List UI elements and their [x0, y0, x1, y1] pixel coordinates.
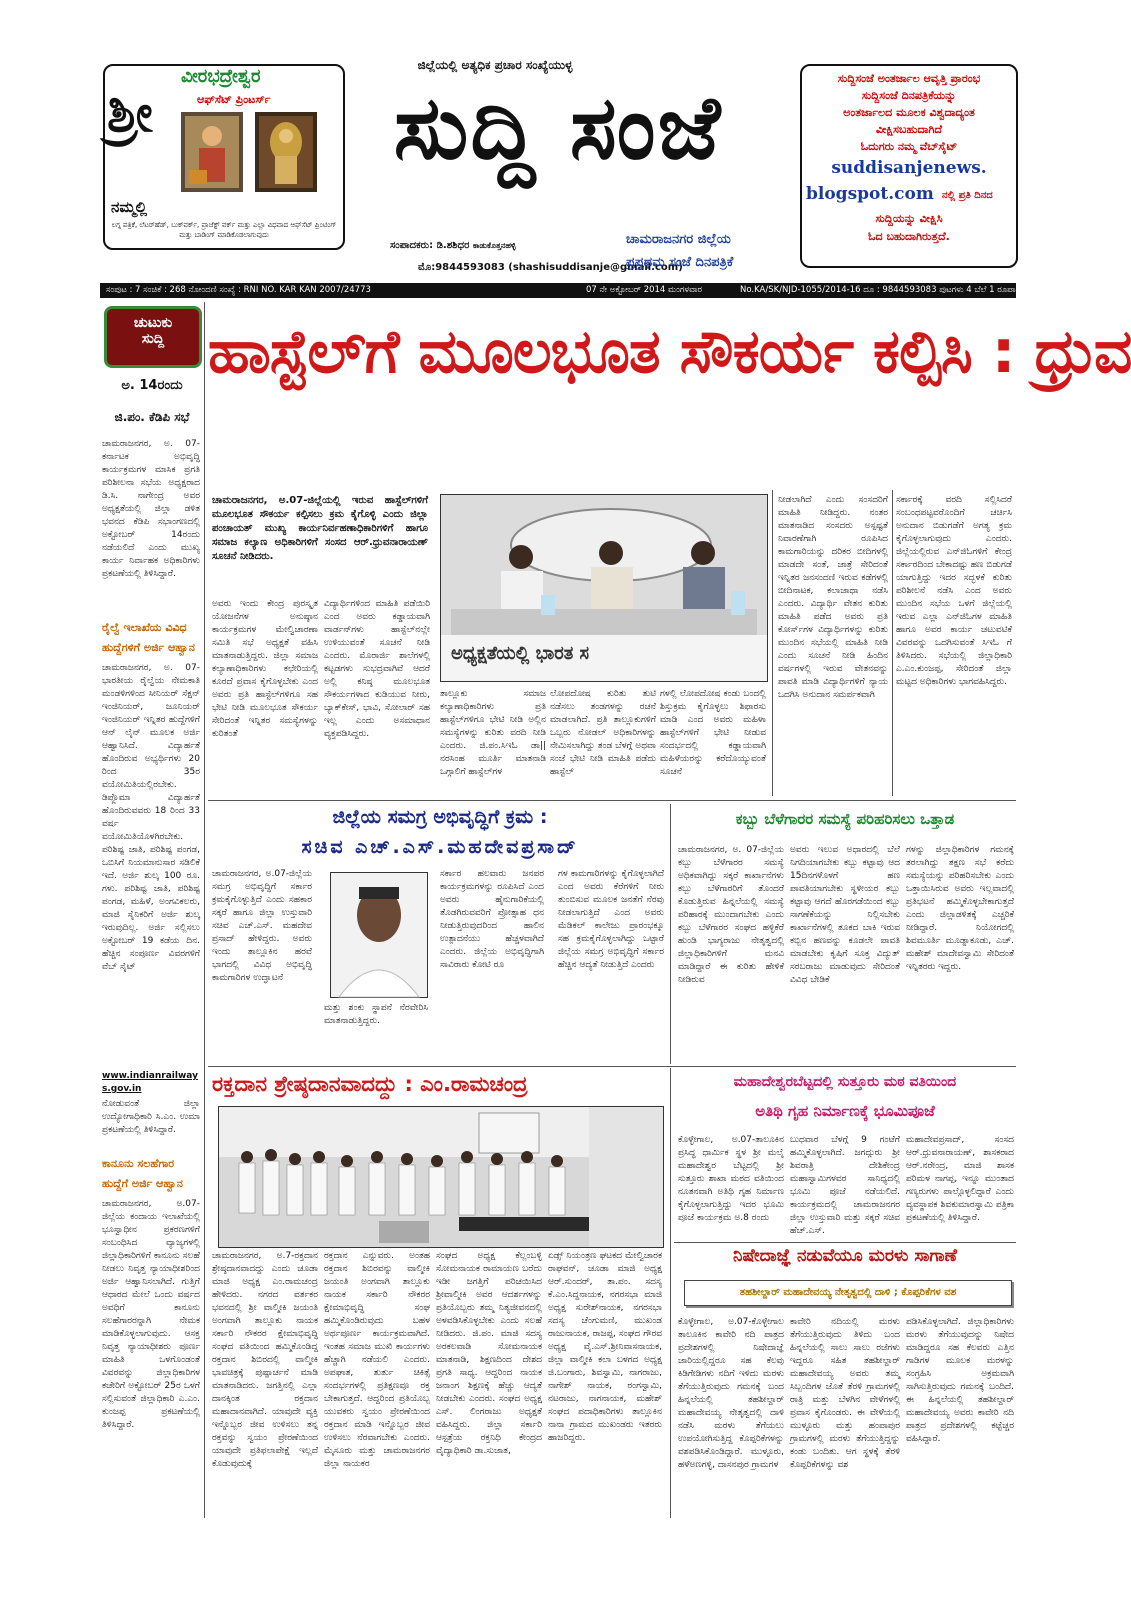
region-title: ಚಾಮರಾಜನಗರ ಜಿಲ್ಲೆಯ — [626, 232, 731, 247]
photo-banner-text: ಅಧ್ಯಕ್ಷತೆಯಲ್ಲಿ ಭಾರತ ಸ — [451, 643, 590, 664]
story4-col-1: ಚಾಮರಾಜನಗರ, ಅ.7-ರಕ್ತದಾನ ಶ್ರೇಷ್ಠದಾನವಾದದ್ದು ಎಂದು ಚೂಡಾ ಮಾಜಿ ಅಧ್ಯಕ್ಷ ಎಂ.ರಾಮಚಂದ್ರ ಹೇಳಿದರು. ನಗರದ ವರ್ತಕರ ಭವನದಲ್ಲಿ ಶ್ರೀ ವಾಲ್ಮೀಕಿ ಜಯಂತಿ ಅಂಗವಾಗಿ ತಾಲ್ಲೂಕು ನಾಯಕ ಸರ್ಕಾರಿ ನೌಕರರ ಕ್ಷೇಮಾಭಿವೃದ್ಧಿ ಸಂಘದ ವತಿಯಿಂದ ಹಮ್ಮಿಕೊಂಡಿದ್ದ ರಕ್ತದಾನ ಶಿಬಿರದಲ್ಲಿ ವಾಲ್ಮೀಕಿ ಭಾವಚಿತ್ರಕ್ಕೆ ಪುಷ್ಪಾರ್ಚನೆ ಮಾಡಿ ಮಾತನಾಡಿದರು. ಜಗತ್ತಿನಲ್ಲಿ ಎಲ್ಲಾ ದಾನಕ್ಕಿಂತ ರಕ್ತದಾನ ಮಹಾದಾನವಾಗಿದೆ. ಯಾವುದೇ ವ್ಯಕ್ತಿ ಇನ್ನೊಬ್ಬರ ಜೀವ ಉಳಿಸಲು ತನ್ನ ರಕ್ತವನ್ನು ಸ್ವಯಂ ಪ್ರೇರಣೆಯಿಂದ ಯಾವುದೇ ಪ್ರತಿಫಲಾಪೇಕ್ಷೆ ಇಲ್ಲದೆ ಕೊಡುವುದುಕ್ಕೆ — [212, 1251, 318, 1469]
section-divider-2 — [208, 1066, 1016, 1067]
left-ad-name: ವೀರಭದ್ರೇಶ್ವರ — [181, 66, 261, 87]
sidebar-headline-1a: ಅ. 14ರಂದು — [121, 378, 183, 393]
story6-headline: ನಿಷೇದಾಜ್ಞೆ ನಡುವೆಯೂ ಮರಳು ಸಾಗಾಣೆ — [733, 1246, 957, 1266]
meeting-photo — [440, 494, 768, 682]
lead-intro: ಚಾಮರಾಜನಗರ, ಅ.07-ಜಿಲ್ಲೆಯಲ್ಲಿ ಇರುವ ಹಾಸ್ಟೆಲ್‌ಗಳಿಗೆ ಮೂಲಭೂತ ಸೌಕರ್ಯ ಕಲ್ಪಿಸಲು ಕ್ರಮ ಕೈಗೊಳ್ಳಿ ಎಂದು ಜಿಲ್ಲಾ ಪಂಚಾಯತ್ ಮುಖ್ಯ ಕಾರ್ಯನಿರ್ವಹಣಾಧಿಕಾರಿಗಳಿಗೆ ಹಾಗೂ ಸಮಾಜ ಕಲ್ಯಾಣ ಅಧಿಕಾರಿಗಳಿಗೆ ಸಂಸದ ಆರ್.ಧ್ರುವನಾರಾಯಣ್ ಸೂಚನೆ ನೀಡಿದರು. — [212, 495, 428, 562]
section-divider-vertical-1 — [670, 804, 671, 1064]
lead-col-3: ತಾಲ್ಲೂಕು ಸಮಾಜ ಕಲ್ಯಾಣಾಧಿಕಾರಿಗಳು ಪ್ರತಿ ಹಾಸ್ಟೆಲ್‌ಗಳಿಗೂ ಭೇಟಿ ನೀಡಿ ಅಲ್ಲಿನ ಸಮಸ್ಯೆಗಳನ್ನು ಕುರಿತು ವರದಿ ನೀಡಿ ಎಂದರು. ಜಿ.ಪಂ.ಸಿಇಓ ಡಾ|| ನರಸಿಂಹ ಮೂರ್ತಿ ಮಾತನಾಡಿ ಒಗ್ಗಾಲಿಗೆ ಹಾಸ್ಟೆಲ್‌ಗಳ — [440, 689, 546, 777]
right-ad-line2: ಸುದ್ದಿಸಂಜೆ ದಿನಪತ್ರಿಕೆಯನ್ನು — [861, 89, 957, 102]
sidebar-headline-3: ಕಾನೂನು ಸಲಹೆಗಾರ ಹುದ್ದೆಗೆ ಅರ್ಜಿ ಆಹ್ವಾನ — [102, 1157, 183, 1190]
story4-col-4: ಏಡ್ಸ್ ನಿಯಂತ್ರಣ ಘಟಕದ ಮೇಲ್ವಿಚಾರಕ ರಾಘವನ್, ಚೂಡಾ ಮಾಜಿ ಅಧ್ಯಕ್ಷ ಆರ್.ಸುಂದರ್, ತಾ.ಪಂ. ಸದಸ್ಯ ಕೆ.ಎಂ.ಸಿದ್ದನಾಯಕ, ನಗರಸಭಾ ಮಾಜಿ ಅಧ್ಯಕ್ಷ ಸುರೇಶ್‌ನಾಯಕ, ನಗರಸಭಾ ಸದಸ್ಯ ಚೆಂಗುಮಣಿ, ಮುಖಂಡ ರಾಜುನಾಯಕ, ರಾಜಪ್ಪ, ಸಂಘದ ಗೌರವ ಅಧ್ಯಕ್ಷ ವೈ.ಎಸ್.ಶ್ರೀನಿವಾಸನಾಯಕ, ಜಿಲ್ಲಾ ವಾಲ್ಮೀಕಿ ಕಲಾ ಬಳಗದ ಅಧ್ಯಕ್ಷ ಜಿ.ಬಂಗಾರು, ಶಿವಸ್ವಾಮಿ, ನಾಗರಾಜು, ನಾಗೇಶ್ ನಾಯಕ, ರಂಗಸ್ವಾಮಿ, ನಟರಾಜು, ನಾಗನಾಯಕ, ಮಹೇಶ್ ಸಂಘದ ಪದಾಧಿಕಾರಿಗಳು ತಾಲ್ಲೂಕಿನ ನಾನಾ ಗ್ರಾಮದ ಮುಖಂಡರು ಇತರರು ಹಾಜರಿದ್ದರು. — [548, 1251, 662, 1443]
story6-subhead: ತಹಶೀಲ್ದಾರ್ ಮಹಾದೇವಯ್ಯ ನೇತೃತ್ವದಲ್ಲಿ ದಾಳಿ ; ಕೊಪ್ಪರಿಕೆಗಳ ವಶ — [684, 1280, 1012, 1306]
story6-col-2: ಕಾವೇರಿ ನದಿಯಲ್ಲಿ ಮರಳು ತೆಗೆಯುತ್ತಿರುವುದು ತಿಳಿದು ಬಂದ ಹಿನ್ನಲೆಯಲ್ಲಿ ಸಾಲು ಸಾಲು ರಜೆಗಳು ಇದ್ದರೂ ಸಹಿತ ತಹಶೀಲ್ದಾರ್ ಮಹಾದೇವಯ್ಯ ಅವರು ತಮ್ಮ ಸಿಬ್ಬಂದಿಗಳ ಜೊತೆ ತೆರಳಿ ಗ್ರಾಮಗಳಲ್ಲಿ ರಾತ್ರಿ ಮತ್ತು ಬೆಳಗಿನ ವೇಳೆಗಳಲ್ಲಿ ಪ್ರವಾಸ ಕೈಗೊಂಡರು. ಈ ವೇಳೆಯಲ್ಲಿ ಮುಳ್ಳೂರು ಮತ್ತು ಹಂಪಾಪುರ ಗ್ರಾಮಗಳಲ್ಲಿ ಮರಳು ತೆಗೆಯುತ್ತಿದ್ದನ್ನು ಕಂಡು ಬಂದಿತು. ಆಗ ಸ್ಥಳಕ್ಕೆ ತೆರಳಿ ಕೊಪ್ಪರಿಕೆಗಳನ್ನು ವಶ — [790, 1317, 900, 1470]
blood-donation-photo — [218, 1106, 664, 1248]
chutuku-badge — [104, 306, 202, 368]
lead-col-4: ಲೋಪದೋಷ ಕುರಿತು ತುಟಿ ನಡೆಸಲು ತಂಡಗಳನ್ನು ರಚನೆ ಮಾಡಲಾಗಿದೆ. ಪ್ರತಿ ತಾಲ್ಲೂಕುಗಳಿಗೆ ಒಬ್ಬರು ನೋಡಲ್ ಅಧಿಕಾರಿಗಳನ್ನು ನೇಮಿಸಲಾಗಿದ್ದು ತಂಡ ಬೆಳಗ್ಗೆ ಅಥವಾ ಸಂಜೆ ಭೇಟಿ ನೀಡಿ ಮಾಹಿತಿ ಪಡೆದು ಹಾಸ್ಟೆಲ್ — [550, 689, 656, 777]
editor-line — [390, 240, 516, 251]
story3-col-2: ಅವರು ಇಲುವ ಅಧಾರದಲ್ಲಿ ಬೆಲೆ ನಿಗದಿಯಾಗಬೇಕು ಕಬ್ಬು ಕಟ್ಟಾವು ಆದ 15ದಿನಗಳೊಳಗೆ ಹಣ ಪಾವತಿಯಾಗಬೇಕು ಸ್ಥಳೀಯರ ಕಬ್ಬು ಕಟ್ಟಾವು ಆಗದೆ ಹೊರಗಡೆಯಿಂದ ಕಬ್ಬು ಸಾಗಣೆಕೆಯನ್ನು ನಿಲ್ಲಿಸಬೇಕು ಕಾರ್ಖಾನೆಗಳಲ್ಲಿ ತೂಕದ ಬಾಕಿ ಇರುವ ಕಬ್ಬಿನ ಹಣವನ್ನು ಕೂಡಲೇ ಪಾವತಿ ಮಾಡಬೇಕು ಕೃಷಿಗೆ ಸೂಕ್ತ ವಿದ್ಯುತ್ ಸರಬರಾಜು ಮಾಡುವುದು ಸೇರಿದಂತೆ ವಿವಿಧ ಬೇಡಿಕೆ — [790, 845, 900, 985]
right-ad-line6: ನಲ್ಲಿ ಪ್ರತಿ ದಿನದ — [942, 190, 993, 201]
section-divider-1 — [208, 800, 1016, 801]
story2-col-1: ಚಾಮರಾಜನಗರ, ಅ.07-ಜಿಲ್ಲೆಯ ಸಮಗ್ರ ಅಭಿವೃದ್ಧಿಗೆ ಸರ್ಕಾರ ಕ್ರಮಕೈಗೊಳ್ಳುತ್ತಿದೆ ಎಂದು ಸಹಕಾರ ಸಕ್ಕರೆ ಹಾಗೂ ಜಿಲ್ಲಾ ಉಸ್ತುವಾರಿ ಸಚಿವ ಎಚ್.ಎಸ್. ಮಹದೇವ ಪ್ರಸಾದ್ ಹೇಳಿದ್ದರು. ಅವರು ಇಂದು ತಾಲ್ಲೂಕಿನ ಹರವೆ ಭಾಗದಲ್ಲಿ ವಿವಿಧ ಅಭಿವೃದ್ಧಿ ಕಾಮಗಾರಿಗಳ ಉದ್ಘಾಟನೆ — [212, 869, 312, 983]
sidebar-headline-2: ರೈಲ್ವೆ ಇಲಾಖೆಯ ವಿವಿಧ ಹುದ್ದೆಗಳಿಗೆ ಅರ್ಜಿ ಆಹ್ವಾನ — [102, 621, 195, 654]
story4-col-2: ರಕ್ತದಾನ ಎನ್ನುವರು. ಅಂತಹ ರಕ್ತದಾನ ಶಿಬಿರವನ್ನು ವಾಲ್ಮೀಕಿ ಜಯಂತಿ ಅಂಗವಾಗಿ ತಾಲ್ಲೂಕು ನಾಯಕ ಸರ್ಕಾರಿ ನೌಕರರ ಕ್ಷೇಮಾಭಿವೃದ್ಧಿ ಸಂಘ ಹಮ್ಮಿಕೊಂಡಿರುವುದು ಬಹಳ ಅರ್ಥಪೂರ್ಣ ಕಾರ್ಯಕ್ರಮವಾಗಿದೆ. ಇಂತಹ ಸಮಾಜ ಮುಖಿ ಕಾರ್ಯಗಳು ಹೆಚ್ಚಾಗಿ ನಡೆಯಲಿ ಎಂದರು. ಅಪಘಾತ, ತುರ್ತು ಚಿಕಿತ್ಸೆ ಸಂದರ್ಭಗಳಲ್ಲಿ ಪ್ರತಿಕ್ಷಣವೂ ರಕ್ತ ಬೇಕಾಗುತ್ತದೆ. ಆದ್ದರಿಂದ ಪ್ರತಿಯೊಬ್ಬ ಯುವಕರು ಸ್ವಯಂ ಪ್ರೇರಣೆಯಿಂದ ರಕ್ತದಾನ ಮಾಡಿ ಇನ್ನೊಬ್ಬರ ಜೀವ ಉಳಿಸಲು ನೆರವಾಗಬೇಕು ಎಂದರು. ಮೈಸೂರು ಮತ್ತು ಚಾಮರಾಜನಗರ ಜಿಲ್ಲಾ ನಾಯಕರ — [324, 1251, 430, 1469]
nammalli-label: ನಮ್ಮಲ್ಲಿ — [111, 198, 147, 216]
lead-divider-1 — [772, 490, 773, 796]
issue-registration: No.KA/SK/NJD-1055/2014-16 ದೂ : 9844593083 ಪುಟಗಳು 4 ಬೆಲೆ 1 ರೂಪಾಯಿ — [740, 285, 1025, 295]
right-ad-line3: ಅಂತರ್ಜಾಲದ ಮೂಲಕ ವಿಶ್ವದಾದ್ಯಂತ — [843, 106, 975, 119]
blood-donation-photo-art — [219, 1107, 663, 1247]
story3-col-1: ಚಾಮರಾಜನಗರ, ಅ. 07-ಜಿಲ್ಲೆಯ ಕಬ್ಬು ಬೆಳೆಗಾರರ ಸಮಸ್ಯೆ ಅಧಿಕವಾಗಿದ್ದು ಸಕ್ಕರೆ ಕಾರ್ಖಾನೆಗಳು ಕಬ್ಬು ಬೆಳೆಗಾರರಿಗೆ ತೊಂದರೆ ಕೊಡುತ್ತಿರುವ ಹಿನ್ನಲೆಯಲ್ಲಿ ಸಮಸ್ಯೆ ಪರಿಹಾರಕ್ಕೆ ಮುಂದಾಗಬೇಕು ಎಂದು ಕಬ್ಬು ಬೆಳೆಗಾರರ ಸಂಘದ ಹಳ್ಳಿಕೆರೆ ಹುಂಡಿ ಭಾಗ್ಯರಾಜು ನೇತೃತ್ವದಲ್ಲಿ ಜಿಲ್ಲಾಧಿಕಾರಿಗಳಿಗೆ ಮನವಿ ಮಾಡಿದ್ದಾರೆ ಈ ಕುರಿತು ಹೇಳಿಕೆ ನೀಡಿರುವ — [678, 845, 784, 985]
website-url-2[interactable]: blogspot.com — [806, 184, 934, 204]
lead-col-6: ನೀಡಲಾಗಿದೆ ಎಂದು ಸಂಸದರಿಗೆ ಮಾಹಿತಿ ನೀಡಿದ್ದರು. ನಂತರ ಮಾತನಾಡಿದ ಸಂಸದರು ಅಸ್ಪಷ್ಟತೆ ನಿವಾರಣೆಗಾಗಿ ರೂಪಿಸಿದ ಕಾಮಗಾರಿಯನ್ನು ದರಿಕರ ಬೀದಿಗಳಲ್ಲಿ ಮಾಡದೇ ಸಂತೆ, ಜಾತ್ರೆ ಸೇರಿದಂತೆ ಇನ್ನಿತರ ಜನಸಂದಣಿ ಇರುವ ಕಡೆಗಳಲ್ಲಿ ಬೀದಿನಾಟಕ, ಕಲಾಜಾಥಾ ನಡೆಸಿ ಎಂದರು. ವಿದ್ಯಾರ್ಥಿ ವೇತನ ಕುರಿತು ಮಾಹಿತಿ ಪಡೆದ ಅವರು ಪ್ರತಿ ಕೋರ್ಸ್‌ಗಳ ವಿದ್ಯಾರ್ಥಿಗಳನ್ನು ಕುರಿತು ಮುಂದಿನ ಸಭೆಯಲ್ಲಿ ಮಾಹಿತಿ ನೀಡಿ ಎಂದು ಸೂಚನೆ ನೀಡಿ ಹಿಂದಿನ ವರ್ಷಗಳಲ್ಲಿ ಇರುವ ವೇತನವನ್ನು ಪಾವತಿ ಮಾಡಿ ವಿದ್ಯಾರ್ಥಿಗಳಿಗೆ ನ್ಯಾಯ ಒದಗಿಸಿ ಅನುದಾನ ಸಮರ್ಪಕವಾಗಿ — [778, 495, 888, 700]
deity-image-2 — [255, 112, 317, 192]
lead-headline: ಹಾಸ್ಟೆಲ್‌ಗೆ ಮೂಲಭೂತ ಸೌಕರ್ಯ ಕಲ್ಪಿಸಿ : ಧ್ರುವ — [208, 317, 1131, 387]
editor-place: ಕಾಡುಕೊತ್ತನಹಳ್ಳಿ — [472, 241, 516, 250]
lead-col-7: ಸರ್ಕಾರಕ್ಕೆ ವರದಿ ಸಲ್ಲಿಸಿದರೆ ಸಂಬಂಧಪಟ್ಟವರೊಂದಿಗೆ ಚರ್ಚಿಸಿ ಅನುದಾನ ಬಿಡುಗಡೆಗೆ ಅಗತ್ಯ ಕ್ರಮ ಕೈಗೊಳ್ಳಲಾಗುವುದು ಎಂದರು. ಜಿಲ್ಲೆಯಲ್ಲಿರುವ ಎನ್‌ಜಿಓಗಳಿಗೆ ಕೇಂದ್ರ ಸರ್ಕಾರದಿಂದ ಬೇಕಾದಷ್ಟು ಹಣ ಬಿಡುಗಡೆ ಯಾಗುತ್ತಿದ್ದು ಇದರ ಸದ್ಭಳಕೆ ಕುರಿತು ಪರಿಶೀಲನೆ ನಡೆಸಿ ಎಂದ ಅವರು ಮುಂದಿನ ಸಭೆಯ ಒಳಗೆ ಜಿಲ್ಲೆಯಲ್ಲಿ ಇರುವ ಎಲ್ಲಾ ಎನ್‌ಜಿಓಗಳ ಮಾಹಿತಿ ಹಾಗೂ ಅವರ ಕಾರ್ಯ ಚಟುವಟಿಕೆ ವಿವರವನ್ನು ಒದಗಿಸುವಂತೆ ಸಿಇಓ ಗೆ ತಿಳಿಸಿದರು. ಸಭೆಯಲ್ಲಿ ಜಿಲ್ಲಾಧಿಕಾರಿ ಎ.ಎಂ.ಕುಂಜಪ್ಪ, ಸೇರಿದಂತೆ ಜಿಲ್ಲಾ ಮಟ್ಟದ ಅಧಿಕಾರಿಗಳು ಭಾಗವಹಿಸಿದ್ದರು. — [896, 495, 1012, 687]
sidebar-text-3: ಚಾಮರಾಜನಗರ, ಅ.07-ಜಿಲ್ಲೆಯ ಕಂದಾಯ ಇಲಾಖೆಯಲ್ಲಿ ಭೂಸ್ವಾಧೀನ ಪ್ರಕರಣಗಳಿಗೆ ಸಂಬಂಧಿಸಿದ ವ್ಯಾಜ್ಯಗಳಲ್ಲಿ ಜಿಲ್ಲಾಧಿಕಾರಿಗಳಿಗೆ ಕಾನೂನು ಸಲಹೆ ನೀಡಲು ನಿವೃತ್ತ ನ್ಯಾಯಾಧೀಶರಿಂದ ಅರ್ಜಿ ಆಹ್ವಾನಿಸಲಾಗಿದೆ. ಗುತ್ತಿಗೆ ಆಧಾರದ ಮೇಲೆ ಒಂದು ವರ್ಷದ ಅವಧಿಗೆ ಕಾನೂನು ಸಲಹೆಗಾರರನ್ನಾಗಿ ನೇಮಕ ಮಾಡಿಕೊಳ್ಳಲಾಗುವುದು. ಆಸಕ್ತ ನಿವೃತ್ತ ನ್ಯಾಯಾಧೀಶರು ಪೂರ್ಣ ಮಾಹಿತಿ ಒಳಗೊಂಡಂತೆ ವಿವರವನ್ನು ಜಿಲ್ಲಾಧಿಕಾರಿಗಳ ಕಚೇರಿಗೆ ಅಕ್ಟೋಬರ್ 25ರ ಒಳಗೆ ಸಲ್ಲಿಸುವಂತೆ ಜಿಲ್ಲಾಧಿಕಾರಿ ಎ.ಎಂ. ಕುಂಜಪ್ಪ ಪ್ರಕಟಣೆಯಲ್ಲಿ ತಿಳಿಸಿದ್ದಾರೆ. — [102, 1199, 200, 1430]
story5-col-1: ಕೊಳ್ಳೇಗಾಲ, ಅ.07-ತಾಲೂಕಿನ ಪ್ರಸಿದ್ಧ ಧಾರ್ಮಿಕ ಸ್ಥಳ ಶ್ರೀ ಮಲೈ ಮಹಾದೇಶ್ವರ ಬೆಟ್ಟದಲ್ಲಿ ಶ್ರೀ ಸುತ್ತೂರು ಶಾಖಾ ಮಠದ ವತಿಯಿಂದ ನೂತನವಾಗಿ ಅತಿಥಿ ಗೃಹ ನಿರ್ಮಾಣ ಕೈಗೊಳ್ಳಲಾಗುತ್ತಿದ್ದು ಇದರ ಭೂಮಿ ಪೂಜೆ ಕಾರ್ಯಕ್ರಮ ಅ.8 ರಂದು — [678, 1135, 784, 1223]
issue-date: 07 ನೇ ಅಕ್ಟೋಬರ್ 2014 ಮಂಗಳವಾರ — [586, 285, 703, 295]
sidebar-text-1: ಚಾಮರಾಜನಗರ, ಅ. 07-ಕರ್ನಾಟಕ ಅಭಿವೃದ್ಧಿ ಕಾರ್ಯಕ್ರಮಗಳ ಮಾಸಿಕ ಪ್ರಗತಿ ಪರಿಶೀಲನಾ ಸಭೆಯ ಅಧ್ಯಕ್ಷರಾದ ಡಿ.ಸಿ. ನಾಗೇಂದ್ರ ಅವರ ಅಧ್ಯಕ್ಷತೆಯಲ್ಲಿ ಜಿಲ್ಲಾ ಡಳಿತ ಭವನದ ಕೆಡಿಪಿ ಸಭಾಂಗಣದಲ್ಲಿ ಅಕ್ಟೋಬರ್ 14ರಂದು ನಡೆಯಲಿದೆ ಎಂದು ಮುಖ್ಯ ಕಾರ್ಯ ನಿರ್ವಾಹಕ ಅಧಿಕಾರಿಗಳು ಪ್ರಕಟಣೆಯಲ್ಲಿ ತಿಳಿಸಿದ್ದಾರೆ. — [102, 439, 200, 579]
issue-info-strip — [100, 283, 1025, 298]
right-ad-line7: ಸುದ್ದಿಯನ್ನು ವೀಕ್ಷಿಸಿ — [875, 212, 943, 225]
left-ad-sub: ಆಫ್‌ಸೆಟ್ ಪ್ರಿಂಟರ್ಸ್ — [197, 93, 271, 106]
lead-col-5: ಗಳಲ್ಲಿ ಲೋಪದೋಷ ಕಂಡು ಬಂದಲ್ಲಿ ಶಿಸ್ತುಕ್ರಮ ಕೈಗೊಳ್ಳಲು ಶಿಫಾರಸು ಮಾಡಿ ಎಂದ ಅವರು ಮಹಿಳಾ ಹಾಸ್ಟೆಲ್‌ಗಳಿಗೆ ಭೇಟಿ ನೀಡುವ ಸಂದರ್ಭದಲ್ಲಿ ಕಡ್ಡಾಯವಾಗಿ ಮಹಿಳೆಯರನ್ನು ಕರೆದೊಯ್ಯುವಂತೆ ಸೂಚನೆ — [660, 689, 766, 777]
story6-col-3: ಪಡಿಸಿಕೊಳ್ಳಲಾಗಿದೆ. ಜಿಲ್ಲಾಧಿಕಾರಿಗಳು ಮರಳು ತೆಗೆಯುವುದನ್ನು ನಿಷೇದ ಮಾಡಿದ್ದರೂ ಸಹ ಕೆಲವರು ಎತ್ತಿನ ಗಾಡಿಗಳ ಮೂಲಕ ಮರಳನ್ನು ಸಂಗ್ರಹಿಸಿ ಅಕ್ರಮವಾಗಿ ಸಾಗಿಸುತ್ತಿರುವುದು ಗಮನಕ್ಕೆ ಬಂದಿದೆ. ಈ ಹಿನ್ನಲೆಯಲ್ಲಿ ತಹಶೀಲ್ದಾರ್ ಮಹಾದೇವಯ್ಯ ಅವರು ಕಾವೇರಿ ನದಿ ಪಾತ್ರದ ಪ್ರದೇಶಗಳಲ್ಲಿ ಕಟ್ಟೆಚ್ಚರ ವಹಿಸಿದ್ದಾರೆ. — [906, 1317, 1014, 1444]
lead-divider-2 — [892, 490, 893, 796]
editor-label: ಸಂಪಾದಕರು: ಡಿ.ಶಶಿಧರ — [390, 240, 470, 251]
phone-email-line: ಮೊ:9844593083 (shashisuddisanje@gmail.com) — [418, 262, 683, 273]
story2-headline-2: ಸಚಿವ ಎಚ್.ಎಸ್.ಮಹದೇವಪ್ರಸಾದ್ — [301, 836, 579, 858]
story3-col-3: ಗಳನ್ನು ಜಿಲ್ಲಾಧಿಕಾರಿಗಳ ಗಮನಕ್ಕೆ ತರಲಾಗಿದ್ದು ತಕ್ಷಣ ಸಭೆ ಕರೆದು ಸಮಸ್ಯೆಯನ್ನು ಪರಿಹರಿಸಬೇಕು ಎಂದು ಒತ್ತಾಯಿಸಿರುವ ಅವರು ಇಲ್ಲವಾದಲ್ಲಿ ಪ್ರತಿಭಟನೆ ಹಮ್ಮಿಕೊಳ್ಳಬೇಕಾಗುತ್ತದೆ ಎಂದು ಜಿಲ್ಲಾಡಳಿತಕ್ಕೆ ಎಚ್ಚರಿಕೆ ನೀಡಿದ್ದಾರೆ. ನಿಯೋಗದಲ್ಲಿ ಶಿವಮೂರ್ತಿ ಮೂಡ್ನಾಕೂಡು, ಎಚ್. ಮಹೇಶ್ ಮಾದೇವಸ್ವಾಮಿ ಸೇರಿದಂತೆ ಇನ್ನಿತರರು ಇದ್ದರು. — [906, 845, 1014, 972]
story2-col-3: ಗಳ ಕಾಮಗಾರಿಗಳನ್ನು ಕೈಗೊಳ್ಳಲಾಗಿದೆ ಎಂದ ಅವರು ಕೆರೆಗಳಿಗೆ ನೀರು ತುಂಬಿಸುವ ಮೂಲಕ ಜನತೆಗೆ ನೆರವು ನೀಡಲಾಗುತ್ತಿದೆ ಎಂದ ಅವರು ಮೆಡಿಕಲ್ ಕಾಲೇಜು ಪ್ರಾರಂಭಕ್ಕೂ ಸಹ ಕ್ರಮಕೈಗೊಳ್ಳಲಾಗಿದ್ದು ಒಟ್ಟಾರೆ ಜಿಲ್ಲೆಯ ಸಮಗ್ರ ಅಭಿವೃದ್ಧಿಗೆ ಸರ್ಕಾರ ಹೆಚ್ಚಿನ ಆದ್ಯತೆ ನೀಡುತ್ತಿದೆ ಎಂದರು — [558, 869, 664, 970]
sidebar-text-2b: ನೋಡುವಂತೆ ಜಿಲ್ಲಾ ಉದ್ಯೋಗಾಧಿಕಾರಿ ಸಿ.ಎಂ. ಉಮಾ ಪ್ರಕಟಣೆಯಲ್ಲಿ ತಿಳಿಸಿದ್ದಾರೆ. — [102, 1099, 200, 1135]
minister-portrait — [330, 872, 428, 998]
sidebar-text-2: ಚಾಮರಾಜನಗರ, ಅ. 07-ಭಾರತೀಯ ರೈಲ್ವೆಯ ನೇಮಕಾತಿ ಮಂಡಳಿಗಳಿಂದ ಸೀನಿಯರ್ ಸೆಕ್ಷನ್ ಇಂಜಿನಿಯರ್, ಜೂನಿಯರ್ ಇಂಜಿನಿಯರ್ ಇನ್ನಿತರ ಹುದ್ದೆಗಳಿಗೆ ಆನ್ ಲೈನ್ ಮೂಲಕ ಅರ್ಜಿ ಆಹ್ವಾನಿಸಿದೆ. ವಿದ್ಯಾರ್ಹತೆ ಹೊಂದಿರುವ ಅಭ್ಯರ್ಥಿಗಳು 20 ರಿಂದ 35ರ ವಯೋಮಿತಿಯಲ್ಲಿರಬೇಕು. ಡಿಪ್ಲೊಮಾ ವಿದ್ಯಾರ್ಹತೆ ಹೊಂದಿರುವವರು 18 ರಿಂದ 33 ವರ್ಷ ವಯೋಮಿತಿಯೊಳಗಿರಬೇಕು. ಪರಿಶಿಷ್ಟ ಜಾತಿ, ಪರಿಶಿಷ್ಟ ಪಂಗಡ, ಒಬಿಸಿಗೆ ನಿಯಮಾನುಸಾರ ಸಡಿಲಿಕೆ ಇದೆ. ಅರ್ಜಿ ಶುಲ್ಕ 100 ರೂ. ಗಳು. ಪರಿಶಿಷ್ಟ ಜಾತಿ, ಪರಿಶಿಷ್ಟ ಪಂಗಡ, ಮಹಿಳೆ, ಅಂಗವಿಕಲರು, ಮಾಜಿ ಸೈನಿಕರಿಗೆ ಅರ್ಜಿ ಶುಲ್ಕ ಇರುವುದಿಲ್ಲ. ಅರ್ಜಿ ಸಲ್ಲಿಸಲು ಅಕ್ಟೋಬರ್ 19 ಕಡೆಯ ದಿನ. ಹೆಚ್ಚಿನ ಸಂಪೂರ್ಣ ವಿವರಗಳಿಗೆ ವೆಬ್ ಸೈಟ್ — [102, 663, 200, 972]
story5-headline-1: ಮಹಾದೇಶ್ವರಬೆಟ್ಟದಲ್ಲಿ ಸುತ್ತೂರು ಮಠ ವತಿಯಿಂದ — [733, 1074, 957, 1090]
story6-col-1: ಕೊಳ್ಳೇಗಾಲ, ಅ.07-ಕೊಳ್ಳೇಗಾಲ ತಾಲೂಕಿನ ಕಾವೇರಿ ನದಿ ಪಾತ್ರದ ಪ್ರದೇಶಗಳಲ್ಲಿ ನಿಷೇದಾಜ್ಞೆ ಜಾರಿಯಲ್ಲಿದ್ದರೂ ಸಹ ಕೆಲವು ಕಿಡಿಗೇಡಿಗಳು ನದಿಗೆ ಇಳಿದು ಮರಳು ತೆಗೆಯುತ್ತಿರುವುದು ಗಮನಕ್ಕೆ ಬಂದ ಹಿನ್ನಲೆಯಲ್ಲಿ ತಹಶೀಲ್ದಾರ್ ಮಹಾದೇವಯ್ಯ ನೇತೃತ್ವದಲ್ಲಿ ದಾಳಿ ನಡೆಸಿ ಮರಳು ತೆಗೆಯಲು ಉಪಯೋಗಿಸುತ್ತಿದ್ದ ಕೊಪ್ಪರಿಕೆಗಳನ್ನು ವಶಪಡಿಸಿಕೊಂಡಿದ್ದಾರೆ. ಮುಳ್ಳೂರು, ಹಳೆಅಣಗಳ್ಳಿ, ದಾಸನಪುರ ಗ್ರಾಮಗಳ — [678, 1317, 784, 1470]
story3-headline: ಕಬ್ಬು ಬೆಳೆಗಾರರ ಸಮಸ್ಯೆ ಪರಿಹರಿಸಲು ಒತ್ತಾಡ — [735, 810, 955, 828]
left-ad-details: ಲಗ್ನ ಪತ್ರಿಕೆ, ಲೆಟರ್‌ಹೆಡ್, ಬುಕ್‌ವರ್ಕ್, ಪ್ರಾಜೆಕ್ಟ್ ವರ್ಕ್ ಮತ್ತು ಎಲ್ಲಾ ವಿಧವಾದ ಆಫ್‌ಸೆಟ್ ಪ್ರಿಂಟಿಂಗ್ ಮತ್ತು ಬಾಡಿಂಗ್ ಮಾಡಿಕೊಡಲಾಗುವುದು — [111, 221, 337, 239]
sidebar-headline-1b: ಜಿ.ಪಂ. ಕೆಡಿಪಿ ಸಭೆ — [114, 410, 190, 424]
right-ad-box — [800, 64, 1018, 268]
right-ad-line1: ಸುದ್ದಿಸಂಜೆ ಅಂತರ್ಜಾಲ ಆವೃತ್ತಿ ಪ್ರಾರಂಭ — [837, 72, 981, 85]
lead-col-2: ವಿದ್ಯಾರ್ಥಿಗಳಿಂದ ಮಾಹಿತಿ ಪಡೆಯಿರಿ ಎಂದ ಅವರು ಕಡ್ಡಾಯವಾಗಿ ವಾರ್ಡನ್‌ಗಳು ಹಾಸ್ಟೆಲ್‌ನಲ್ಲೇ ಉಳಿಯುವಂತೆ ಸೂಚನೆ ನೀಡಿ ಎಂದರು. ಮೊರಾರ್ಜಿ ಶಾಲೆಗಳಲ್ಲಿ ಕಟ್ಟಡಗಳು ಸುಭದ್ರವಾಗಿವೆ ಆದರೆ ಅಲ್ಲಿ ಕನಿಷ್ಠ ಮೂಲಭೂತ ಸೌಕರ್ಯಗಳಾದ ಕುಡಿಯುವ ನೀರು, ಬ್ಯಾಕ್‌ಕೇಸ್, ಭಾವಿ, ಸೋಲಾರ್ ಸಹ ಇಲ್ಲ ಎಂದು ಅಸಮಾಧಾನ ವ್ಯಕ್ತಪಡಿಸಿದ್ದರು. — [324, 599, 430, 739]
story2-photo-caption: ಮತ್ತು ಶಂಕು ಸ್ಥಾಪನೆ ನೆರವೇರಿಸಿ ಮಾತನಾಡುತ್ತಿದ್ದರು. — [324, 1003, 428, 1026]
lead-col-1: ಅವರು ಇಂದು ಕೇಂದ್ರ ಪುರಸ್ಕೃತ ಯೋಜನೆಗಳ ಅನುಷ್ಠಾನ ಕಾರ್ಯಕ್ರಮಗಳ ಮೇಲ್ವಿಚಾರಣಾ ಸಮಿತಿ ಸಭೆ ಅಧ್ಯಕ್ಷತೆ ವಹಿಸಿ ಮಾತನಾಡುತ್ತಿದ್ದರು. ಜಿಲ್ಲಾ ಸಮಾಜ ಕಲ್ಯಾಣಾಧಿಕಾರಿಗಳು ಕಛೇರಿಯಲ್ಲಿ ಕೂರದೆ ಪ್ರವಾಸ ಕೈಗೊಳ್ಳಬೇಕು ಎಂದ ಅವರು ಪ್ರತಿ ಹಾಸ್ಟೆಲ್‌ಗಳಿಗೂ ಸಹ ಭೇಟಿ ನೀಡಿ ಮೂಲಭೂತ ಸೌಕರ್ಯ ಸೇರಿದಂತೆ ಇನ್ನಿತರ ಸಮಸ್ಯೆಗಳನ್ನು ಕುರಿತಂತೆ — [212, 599, 318, 739]
region-subtitle: ಪ್ರಪ್ರಥಮ ಸಂಜೆ ದಿನಪತ್ರಿಕೆ — [626, 255, 734, 270]
section-divider-3 — [674, 1242, 1016, 1243]
right-ad-line5: ಓದುಗರು ನಮ್ಮ ವೆಬ್‌ಸೈಟ್ — [860, 140, 958, 153]
section-divider-vertical-2 — [670, 1068, 671, 1518]
shri-logo: ಶ್ರೀ — [107, 83, 153, 144]
story4-headline: ರಕ್ತದಾನ ಶ್ರೇಷ್ಠದಾನವಾದದ್ದು : ಎಂ.ರಾಮಚಂದ್ರ — [212, 1072, 528, 1096]
story4-col-3: ಸಂಘದ ಅಧ್ಯಕ್ಷ ಕೆಲ್ಲಂಬಳ್ಳಿ ಸೋಮನಾಯಕ ರಾಮಾಯಣ ಬರೆದು ಇಡೀ ಜಗತ್ತಿಗೆ ಪರಿಚಯಿಸಿದ ಶ್ರೀವಾಲ್ಮೀಕಿ ಅವರ ಆದರ್ಶಗಳನ್ನು ಪ್ರತಿಯೊಬ್ಬರು ತಮ್ಮ ನಿತ್ಯಜೀವನದಲ್ಲಿ ಅಳವಡಿಸಿಕೊಳ್ಳಬೇಕು ಎಂದು ಸಲಹೆ ನೀಡಿದರು. ಜಿ.ಪಂ. ಮಾಜಿ ಸದಸ್ಯ ಅರಕಲವಾಡಿ ಸೋಮನಾಯಕ ಮಾತನಾಡಿ, ಶಿಕ್ಷಣದಿಂದ ದೇಶದ ಪ್ರಗತಿ ಸಾಧ್ಯ. ಆದ್ದರಿಂದ ನಾಯಕ ಜನಾಂಗ ಶಿಕ್ಷಣಕ್ಕೆ ಹೆಚ್ಚು ಆದ್ಯತೆ ನೀಡಬೇಕು ಎಂದರು. ಸಂಘದ ಅಧ್ಯಕ್ಷ ಎಸ್. ಲಿಂಗರಾಜು ಅಧ್ಯಕ್ಷತೆ ವಹಿಸಿದ್ದರು. ಜಿಲ್ಲಾ ಸರ್ಕಾರಿ ಆಸ್ಪತ್ರೆಯ ರಕ್ತನಿಧಿ ಕೇಂದ್ರದ ವೈದ್ಯಾಧಿಕಾರಿ ಡಾ.ಸುಜಾತ, — [436, 1251, 542, 1456]
top-tagline: ಜಿಲ್ಲೆಯಲ್ಲಿ ಅತ್ಯಧಿಕ ಪ್ರಚಾರ ಸಂಖ್ಯೆಯುಳ್ಳ — [417, 58, 573, 72]
deity-image-1 — [181, 112, 243, 192]
sidebar-web-link[interactable]: www.indianrailways.gov.in — [102, 1071, 198, 1094]
left-ad-box — [103, 64, 345, 250]
story2-headline-1: ಜಿಲ್ಲೆಯ ಸಮಗ್ರ ಅಭಿವೃದ್ಧಿಗೆ ಕ್ರಮ : — [332, 806, 548, 828]
story5-headline-2: ಅತಿಥಿ ಗೃಹ ನಿರ್ಮಾಣಕ್ಕೆ ಭೂಮಿಪೂಜೆ — [755, 1102, 935, 1120]
badge-line-1: ಚುಟುಕು — [133, 315, 173, 331]
newspaper-title: ಸುದ್ದಿ ಸಂಜೆ — [393, 76, 723, 179]
right-ad-line8: ಓದ ಬಹುದಾಗಿರುತ್ತದೆ. — [868, 230, 950, 243]
story5-col-2: ಬುಧವಾರ ಬೆಳಗ್ಗೆ 9 ಗಂಟೆಗೆ ಹಮ್ಮಿಕೊಳ್ಳಲಾಗಿದೆ. ಜಗದ್ಗುರು ಶ್ರೀ ಶಿವರಾತ್ರಿ ದೇಶಿಕೇಂದ್ರ ಮಹಾಸ್ವಾಮಿಗಳವರ ಸಾನಿಧ್ಯದಲ್ಲಿ ಭೂಮಿ ಪೂಜೆ ನಡೆಯಲಿದೆ. ಕಾರ್ಯಕ್ರಮದಲ್ಲಿ ಚಾಮರಾಜನಗರ ಜಿಲ್ಲಾ ಉಸ್ತುವಾರಿ ಮತ್ತು ಸಕ್ಕರೆ ಸಚಿವ ಹೆಚ್.ಎಸ್. — [790, 1135, 900, 1236]
website-url-1[interactable]: suddisanjenews. — [831, 158, 987, 178]
story5-col-3: ಮಹಾದೇವಪ್ರಸಾದ್, ಸಂಸದ ಆರ್.ಧ್ರುವನಾರಾಯಣ್, ಶಾಸಕರಾದ ಆರ್.ನರೇಂದ್ರ, ಮಾಜಿ ಶಾಸಕ ಪರಿಮಳ ನಾಗಪ್ಪ, ಇನ್ನೂ ಮುಂತಾದ ಗಣ್ಯರುಗಳು ಪಾಲ್ಗೊಳ್ಳಲಿದ್ದಾರೆ ಎಂದು ವ್ಯವಸ್ಥಾಪಕ ಶಿವಕುಮಾರಸ್ವಾಮಿ ಪತ್ರಿಕಾ ಪ್ರಕಟಣೆಯಲ್ಲಿ ತಿಳಿಸಿದ್ದಾರೆ. — [906, 1135, 1014, 1223]
story2-col-2: ಸರ್ಕಾರ ಹಲವಾರು ಜನಪರ ಕಾರ್ಯಕ್ರಮಗಳನ್ನು ರೂಪಿಸಿದೆ ಎಂದ ಅವರು ಹೈನುಗಾರಿಕೆಯಲ್ಲಿ ತೊಡಗಿರುವವರಿಗೆ ಪ್ರೋತ್ಸಾಹ ಧನ ನೀಡುತ್ತಿರುವುದರಿಂದ ಹಾಲಿನ ಉತ್ಪಾದನೆಯು ಹೆಚ್ಚಳವಾಗಿದೆ ಎಂದರು. ಜಿಲ್ಲೆಯ ಅಭಿವೃದ್ಧಿಗಾಗಿ ಸಾವಿರಾರು ಕೋಟಿ ರೂ — [440, 869, 544, 970]
issue-volume: ಸಂಪುಟ : 7 ಸಂಚಿಕೆ : 268 ನೋಂದಣಿ ಸಂಖ್ಯೆ : RNI NO. KAR KAN 2007/24773 — [106, 285, 371, 295]
minister-portrait-art — [331, 873, 427, 997]
badge-line-2: ಸುದ್ದಿ — [141, 331, 165, 347]
right-ad-line4: ವೀಕ್ಷಿಸಬಹುದಾಗಿದೆ — [875, 123, 943, 136]
